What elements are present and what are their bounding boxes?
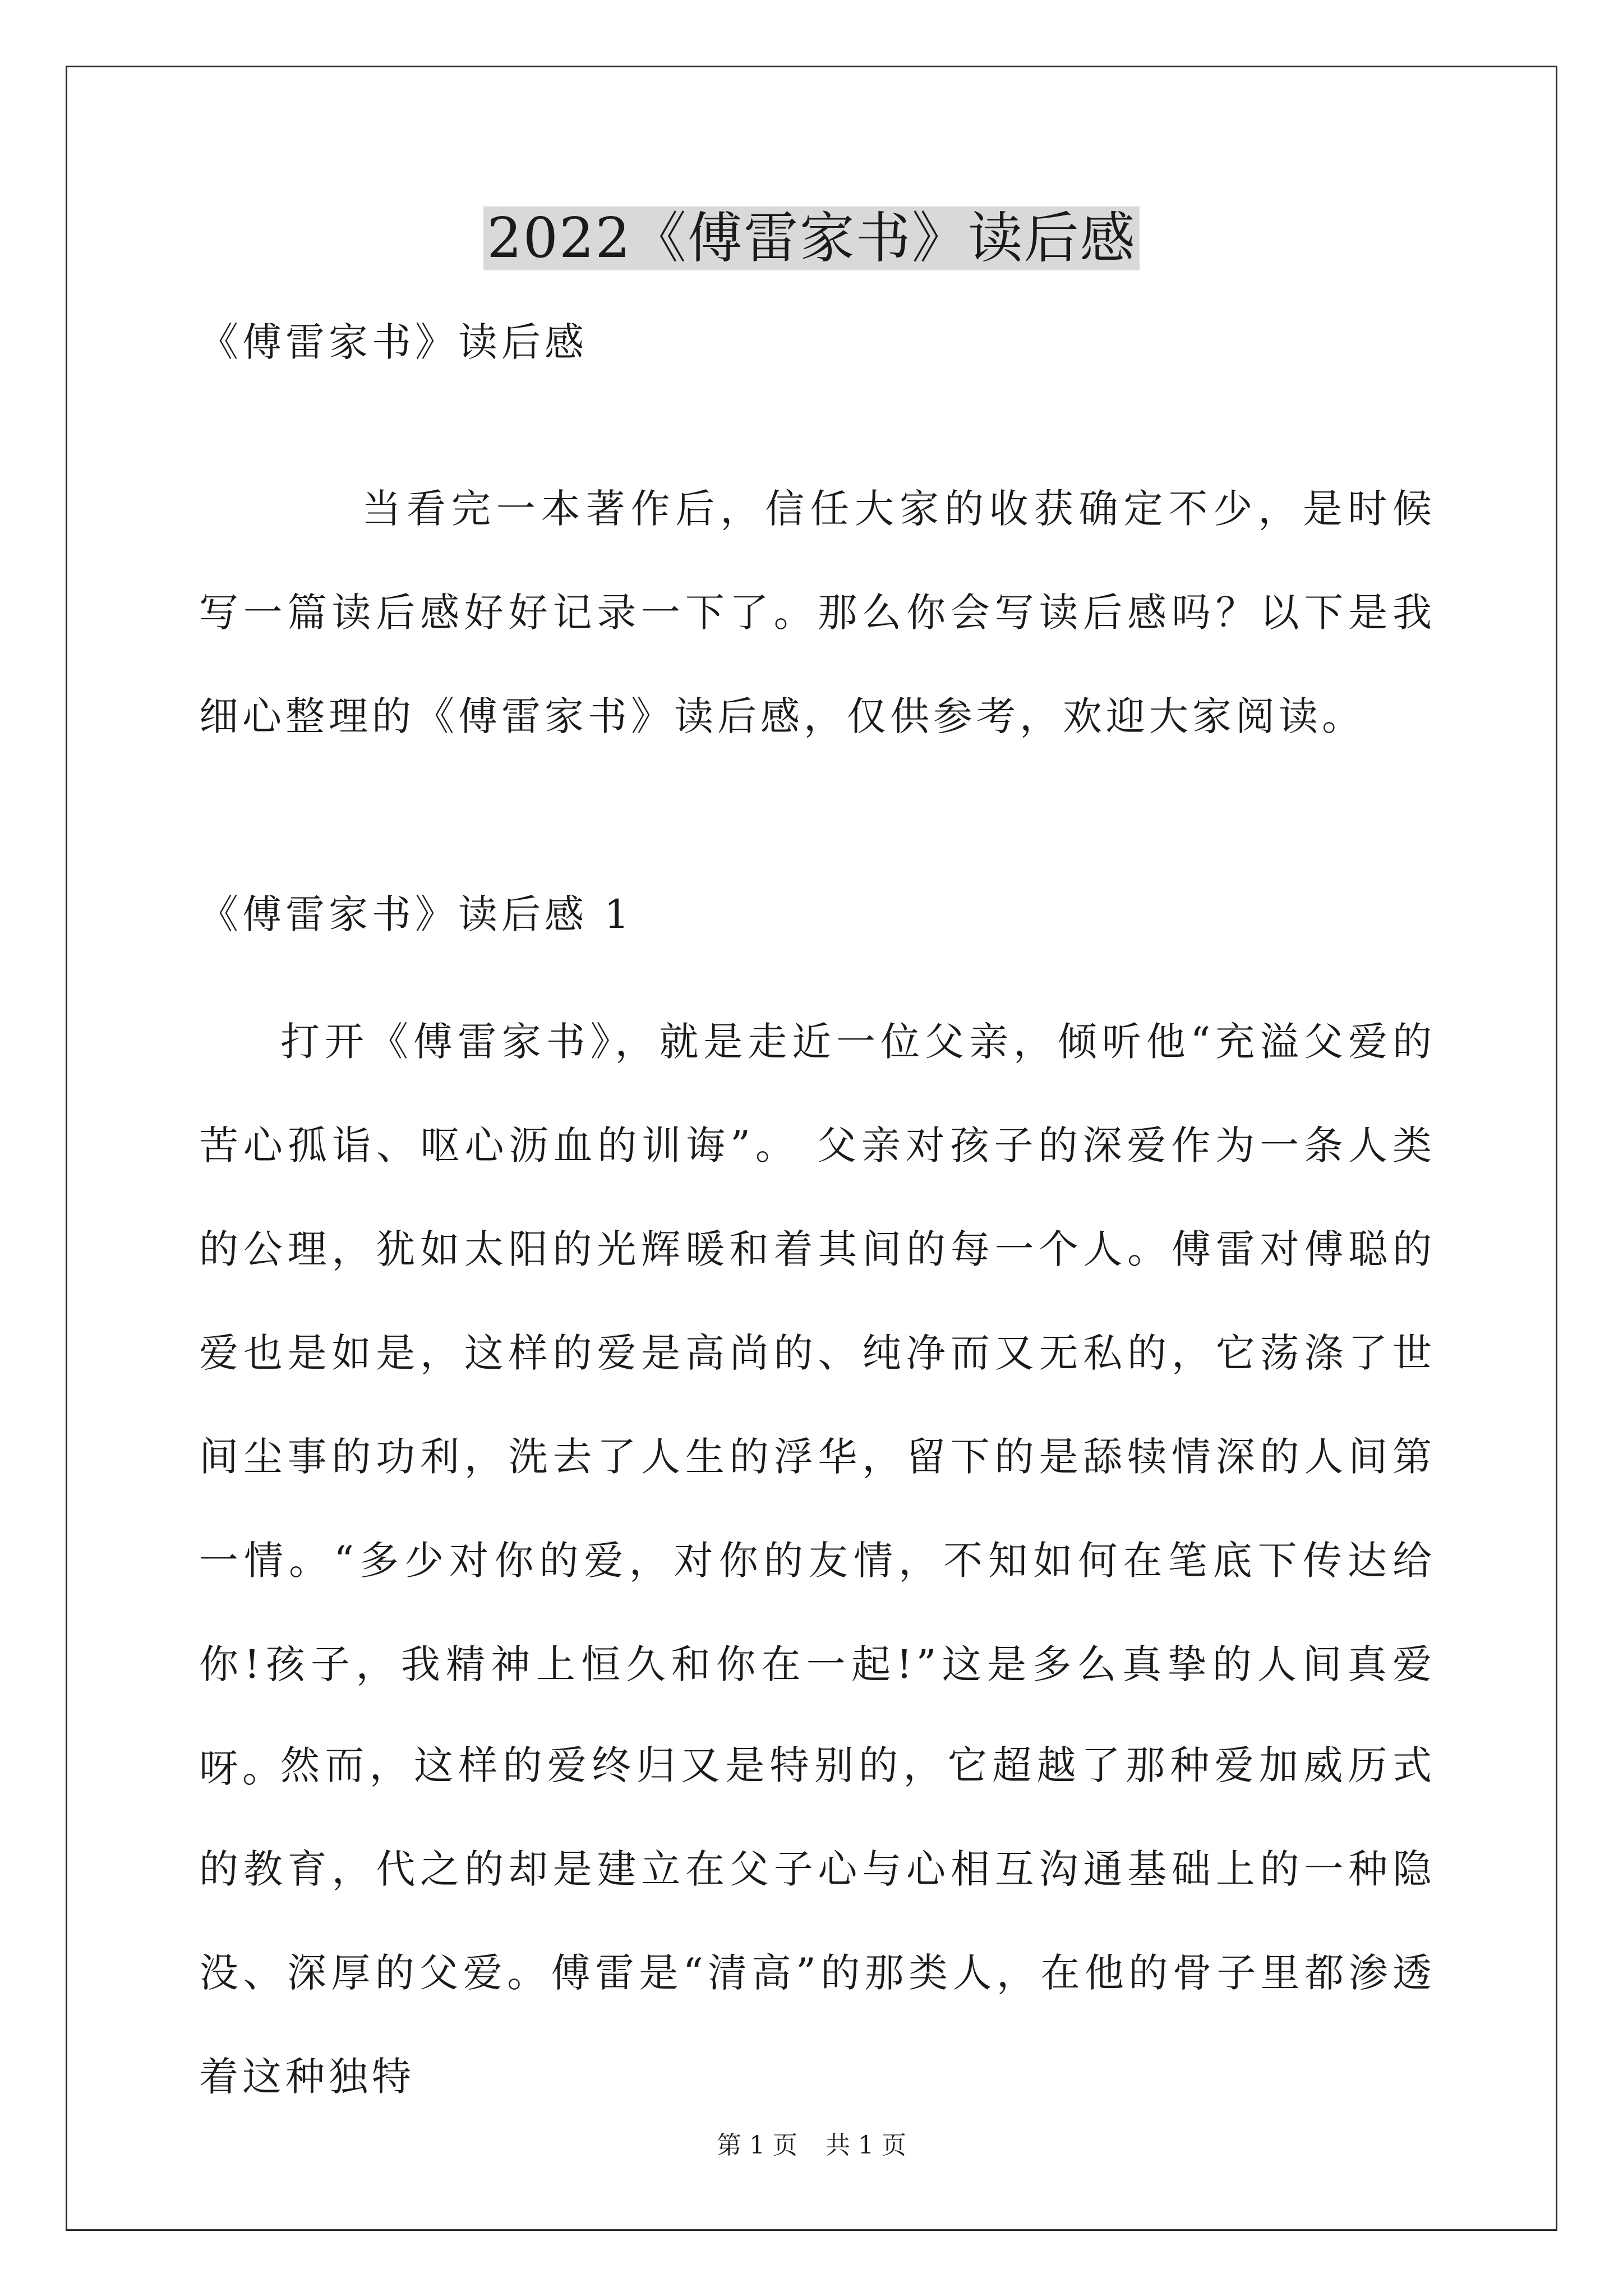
section-heading: 《傅雷家书》读后感 1 — [199, 891, 633, 937]
document-title — [0, 199, 1623, 278]
page-number-total: 共 1 页 — [826, 2131, 906, 2160]
intro-paragraph: 当看完一本著作后，信任大家的收获确定不少，是时候写一篇读后感好好记录一下了。那么你会写读后感吗？以下是我细心整理的《傅雷家书》读后感，仅供参考，欢迎大家阅读。 — [199, 486, 1436, 739]
body-paragraph-2: 然而，这样的爱终归又是特别的，它超越了那种爱加威历式的教育，代之的却是建立在父子心与心相互沟通基础上的一种隐没、深厚的父爱。傅雷是“清高”的那类人，在他的骨子里都渗透着这种独特 — [199, 1742, 1436, 2100]
page-footer — [0, 2129, 1623, 2162]
document-title-text: 2022《傅雷家书》读后感 — [483, 206, 1139, 270]
document-subtitle: 《傅雷家书》读后感 — [199, 319, 588, 365]
page-number-current: 第 1 页 — [717, 2131, 797, 2160]
body-paragraph-1: 打开《傅雷家书》，就是走近一位父亲，倾听他“充溢父爱的苦心孤诣、呕心沥血的训诲”。 父亲对孩子的深爱作为一条人类的公理，犹如太阳的光辉暖和着其间的每一个人。傅雷对傅聪的爱也是如是，这样的爱是高尚的、纯净而又无私的，它荡涤了世间尘事的功利，洗去了人生的浮华，留下的是舔犊情深的人间第一情。“多少对你的爱，对你的友情，不知如何在笔底下传达给你!孩子，我精神上恒久和你在一起!”这是多么真挚的人间真爱呀。 — [199, 1019, 1436, 1791]
